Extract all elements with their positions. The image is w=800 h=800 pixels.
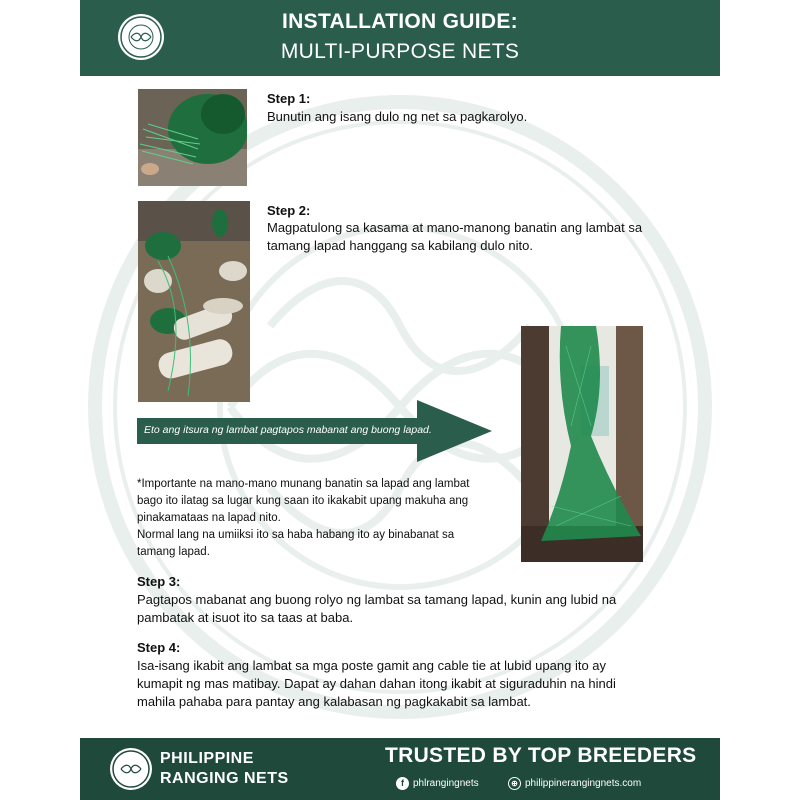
hanging-net-photo <box>521 326 643 562</box>
step1-title: Step 1: <box>267 91 311 106</box>
step3-title: Step 3: <box>137 574 181 589</box>
arrow-caption: Eto ang itsura ng lambat pagtapos mabanat ang buong lapad. <box>144 424 432 436</box>
step3-text: Pagtapos mabanat ang buong rolyo ng lambat sa tamang lapad, kunin ang lubid na pambatak at isuot ito sa taas at baba. <box>137 592 617 625</box>
footer-tagline: TRUSTED BY TOP BREEDERS <box>385 744 697 767</box>
page-title: INSTALLATION GUIDE: <box>282 10 518 33</box>
step2-photo <box>138 201 250 402</box>
step1-text: Bunutin ang isang dulo ng net sa pagkarolyo. <box>267 109 528 124</box>
step4-title: Step 4: <box>137 640 181 655</box>
globe-icon: ⊕ <box>508 777 521 790</box>
facebook-icon: f <box>396 777 409 790</box>
facebook-link[interactable]: f phlrangingnets <box>396 777 479 790</box>
footer-banner <box>80 738 720 800</box>
header-banner <box>80 0 720 76</box>
website-link[interactable]: ⊕ philippinerangingnets.com <box>508 777 641 790</box>
step2-title: Step 2: <box>267 203 311 218</box>
footer-brand-line1: PHILIPPINE <box>160 750 254 767</box>
page-subtitle: MULTI-PURPOSE NETS <box>280 40 520 63</box>
footer-brand-line2: RANGING NETS <box>160 770 289 787</box>
step4-text: Isa-isang ikabit ang lambat sa mga poste gamit ang cable tie at lubid upang ito ay kumapit ng mas matibay. Dapat ay dahan dahan itong ikabit at siguraduhin na hindi mahila pahaba para pantay ang kalabasan ng pagkakabit sa lambat. <box>137 658 616 709</box>
footer-logo-icon <box>108 746 154 792</box>
step1-photo <box>138 89 247 186</box>
important-note: *Importante na mano-mano munang banatin sa lapad ang lambat bago ito ilatag sa lugar kung saan ito ikakabit upang makuha ang pinakamataas na lapad nito. Normal lang na umiiksi ito sa haba habang ito ay binabanat sa tamang lapad. <box>137 478 470 558</box>
step2-text: Magpatulong sa kasama at mano-manong banatin ang lambat sa tamang lapad hanggang sa kabilang dulo nito. <box>267 220 643 253</box>
